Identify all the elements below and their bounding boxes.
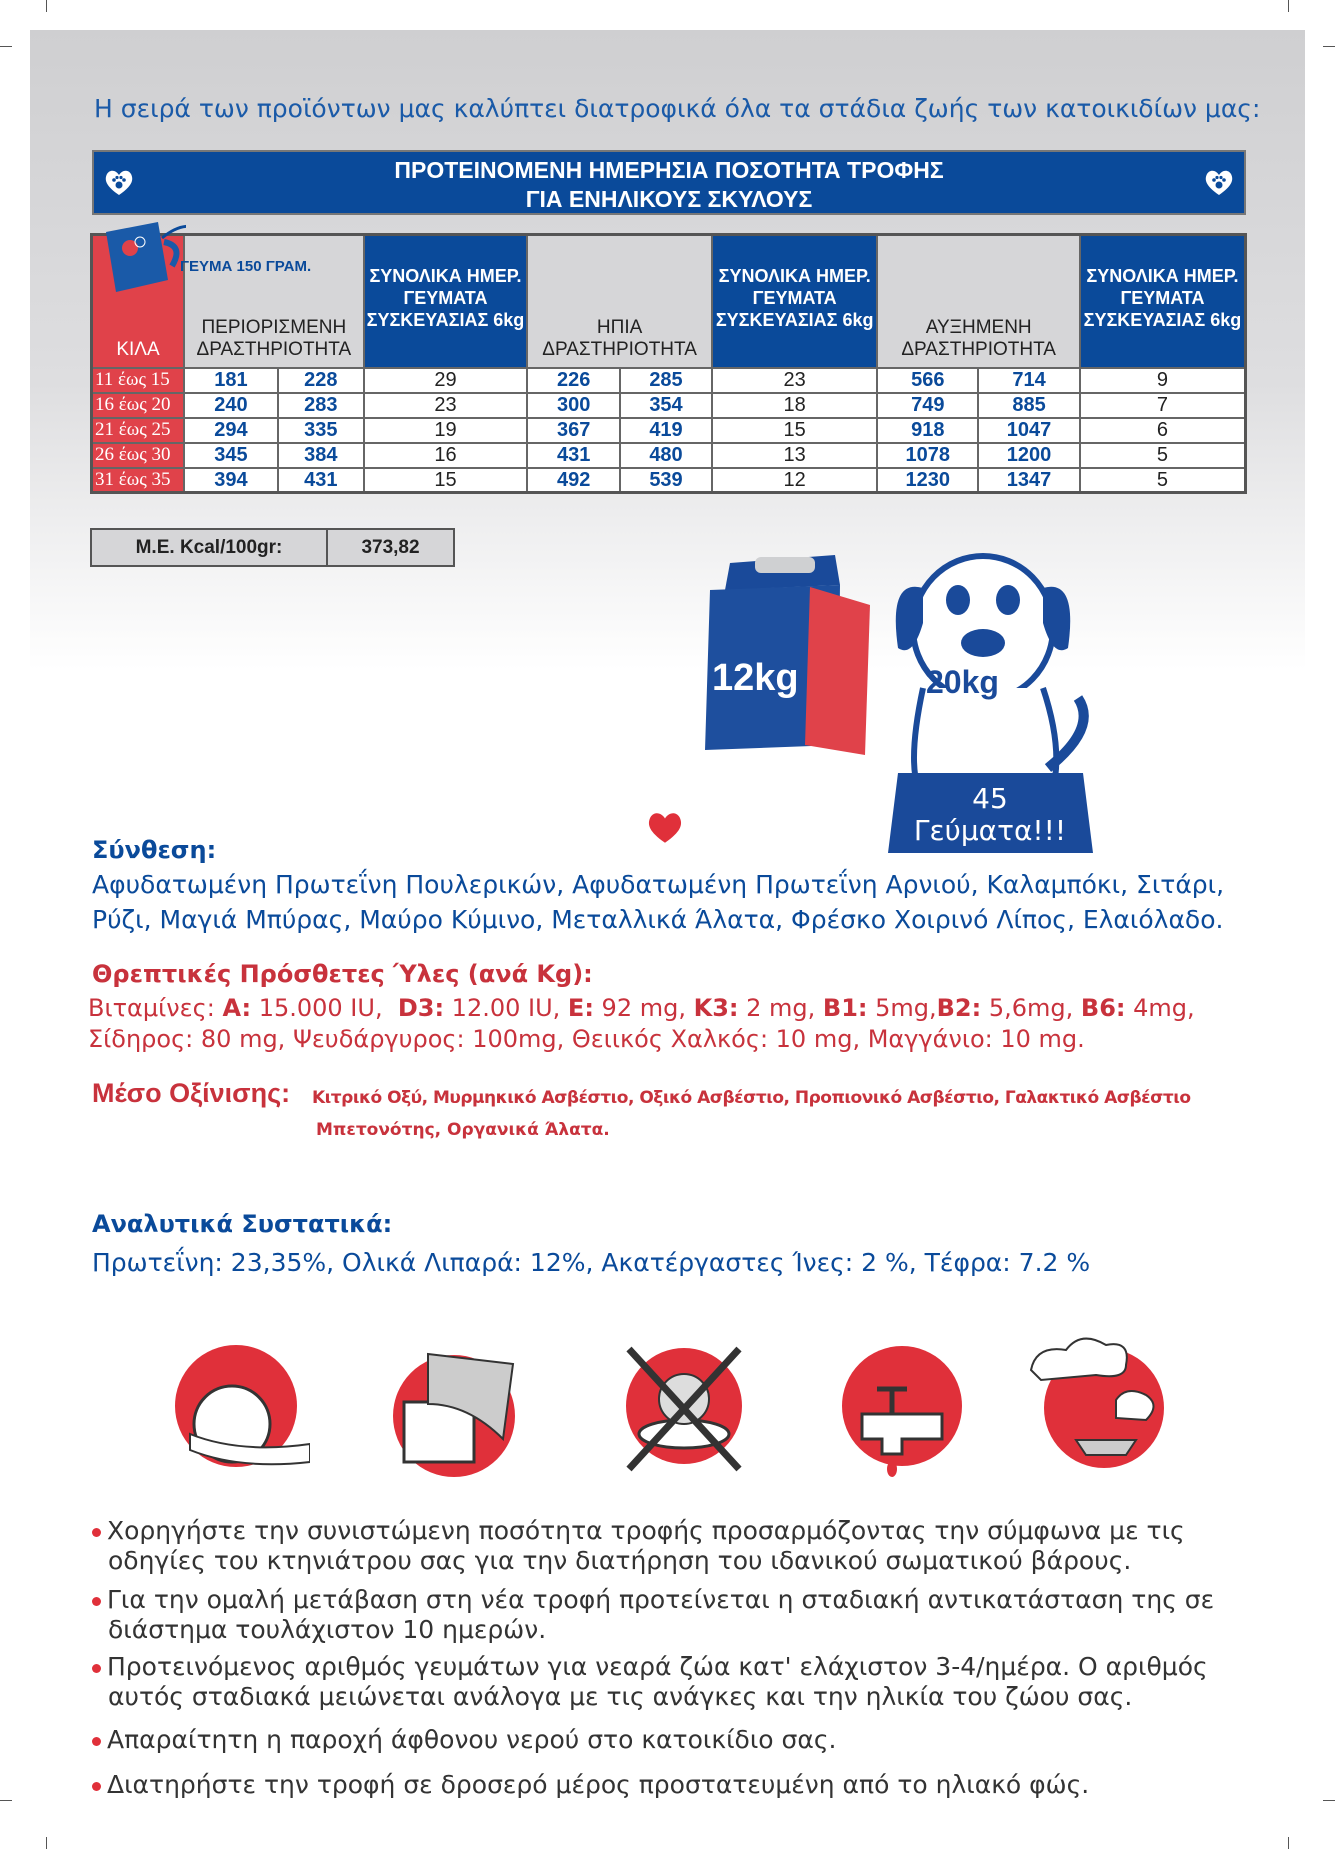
bullet-line: Χορηγήστε την συνιστώμενη ποσότητα τροφής προσαρμόζοντας την σύμφωνα με τις bbox=[107, 1516, 1185, 1545]
crop-mark bbox=[1288, 1837, 1289, 1849]
grams-cell: 431 bbox=[527, 443, 620, 468]
vitamin-key: K3: bbox=[693, 994, 739, 1022]
header-kila: ΚΙΛΑ bbox=[92, 235, 184, 368]
weight-range-cell: 31 έως 35 bbox=[92, 468, 184, 493]
vitamin-value: 4mg, bbox=[1125, 994, 1195, 1022]
grams-cell: 294 bbox=[184, 418, 278, 443]
food-bag-logo-icon bbox=[96, 218, 186, 298]
total-meals-cell: 18 bbox=[712, 393, 878, 418]
cool-dry-storage-icon bbox=[1026, 1330, 1166, 1470]
acidifier-title: Μέσο Οξίνισης: bbox=[92, 1078, 291, 1108]
weight-range-cell: 16 έως 20 bbox=[92, 393, 184, 418]
instruction-bullet bbox=[92, 1652, 1208, 1712]
vitamin-key: B6: bbox=[1080, 994, 1126, 1022]
grams-cell: 226 bbox=[527, 368, 620, 393]
grams-cell: 480 bbox=[620, 443, 712, 468]
grams-cell: 566 bbox=[877, 368, 978, 393]
food-bag-12kg bbox=[700, 545, 875, 760]
paw-heart-icon bbox=[1204, 168, 1234, 196]
total-meals-cell: 5 bbox=[1080, 443, 1246, 468]
composition-line: Ρύζι, Μαγιά Μπύρας, Μαύρο Κύμινο, Μεταλλικά Άλατα, Φρέσκο Χοιρινό Λίπος, Ελαιόλαδο. bbox=[92, 905, 1224, 934]
dog-weight-label: 20kg bbox=[926, 664, 999, 700]
vitamin-value: 12.00 IU, bbox=[444, 994, 568, 1022]
grams-cell: 885 bbox=[978, 393, 1080, 418]
paw-heart-icon bbox=[104, 168, 134, 196]
bullet-line: αυτός σταδιακά μειώνεται ανάλογα με τις ανάγκες και την ηλικία του ζώου σας. bbox=[108, 1682, 1133, 1711]
header-increased-activity: ΑΥΞΗΜΕΝΗ ΔΡΑΣΤΗΡΙΟΤΗΤΑ bbox=[877, 235, 1079, 368]
grams-cell: 1078 bbox=[877, 443, 978, 468]
crop-mark bbox=[1288, 0, 1289, 12]
vitamin-key: B1: bbox=[822, 994, 868, 1022]
crop-mark bbox=[1323, 46, 1335, 47]
composition-line: Αφυδατωμένη Πρωτεΐνη Πουλερικών, Αφυδατωμένη Πρωτεΐνη Αρνιού, Καλαμπόκι, Σιτάρι, bbox=[92, 870, 1225, 899]
bag-weight-label: 12kg bbox=[712, 657, 799, 699]
vitamin-key: A: bbox=[222, 994, 252, 1022]
table-row bbox=[92, 443, 1246, 468]
acidifier-line: Κιτρικό Οξύ, Μυρμηκικό Ασβέστιο, Οξικό Ασβέστιο, Προπιονικό Ασβέστιο, Γαλακτικό Ασβέστιο bbox=[312, 1088, 1191, 1108]
kcal-box bbox=[90, 528, 455, 567]
grams-cell: 367 bbox=[527, 418, 620, 443]
vitamins-line bbox=[88, 991, 1195, 1025]
vitamin-key: B2: bbox=[936, 994, 982, 1022]
measuring-tape-apple-icon bbox=[170, 1344, 310, 1484]
grams-cell: 240 bbox=[184, 393, 278, 418]
bullet-line: διάστημα τουλάχιστον 10 ημερών. bbox=[108, 1615, 547, 1644]
total-meals-cell: 5 bbox=[1080, 468, 1246, 493]
total-meals-cell: 15 bbox=[364, 468, 528, 493]
header-mild-activity: ΗΠΙΑ ΔΡΑΣΤΗΡΙΟΤΗΤΑ bbox=[527, 235, 712, 368]
header-total-meals: ΣΥΝΟΛΙΚΑ ΗΜΕΡ. ΓΕΥΜΑΤΑ ΣΥΣΚΕΥΑΣΙΑΣ 6kg bbox=[364, 235, 528, 368]
grams-cell: 354 bbox=[620, 393, 712, 418]
total-meals-cell: 7 bbox=[1080, 393, 1246, 418]
analytical-text: Πρωτεΐνη: 23,35%, Ολικά Λιπαρά: 12%, Ακατέργαστες Ίνες: 2 %, Τέφρα: 7.2 % bbox=[92, 1248, 1091, 1277]
crop-mark bbox=[1323, 1800, 1335, 1801]
total-meals-cell: 13 bbox=[712, 443, 878, 468]
dog-illustration bbox=[878, 528, 1123, 858]
grams-cell: 228 bbox=[278, 368, 364, 393]
grams-cell: 419 bbox=[620, 418, 712, 443]
meals-count: 45 bbox=[972, 782, 1008, 815]
crop-mark bbox=[46, 1837, 47, 1849]
intro-text: Η σειρά των προϊόντων μας καλύπτει διατροφικά όλα τα στάδια ζωής των κατοικιδίων μας: bbox=[94, 94, 1261, 123]
instruction-bullet bbox=[92, 1770, 1089, 1800]
instruction-bullet bbox=[92, 1516, 1185, 1576]
grams-cell: 749 bbox=[877, 393, 978, 418]
bullet-line: Απαραίτητη η παροχή άφθονου νερού στο κατοικίδιο σας. bbox=[107, 1725, 837, 1754]
total-meals-cell: 15 bbox=[712, 418, 878, 443]
grams-cell: 285 bbox=[620, 368, 712, 393]
total-meals-cell: 19 bbox=[364, 418, 528, 443]
grams-cell: 300 bbox=[527, 393, 620, 418]
kcal-label: M.E. Kcal/100gr: bbox=[92, 530, 328, 565]
grams-cell: 1347 bbox=[978, 468, 1080, 493]
vitamin-value: 2 mg, bbox=[738, 994, 823, 1022]
grams-cell: 714 bbox=[978, 368, 1080, 393]
grams-cell: 345 bbox=[184, 443, 278, 468]
water-tap-icon bbox=[832, 1344, 972, 1484]
additives-title: Θρεπτικές Πρόσθετες Ύλες (ανά Kg): bbox=[92, 960, 593, 988]
grams-cell: 918 bbox=[877, 418, 978, 443]
meal-note: ΓΕΥΜΑ 150 ΓΡΑΜ. bbox=[180, 258, 312, 275]
vitamin-value: 5mg, bbox=[867, 994, 937, 1022]
weight-range-cell: 26 έως 30 bbox=[92, 443, 184, 468]
heart-icon bbox=[646, 810, 684, 844]
grams-cell: 1047 bbox=[978, 418, 1080, 443]
grams-cell: 431 bbox=[278, 468, 364, 493]
vitamin-value: 92 mg, bbox=[593, 994, 694, 1022]
bullet-line: Για την ομαλή μετάβαση στη νέα τροφή προτείνεται η σταδιακή αντικατάσταση της σε bbox=[107, 1585, 1215, 1614]
banner-line2: ΓΙΑ ΕΝΗΛΙΚΟΥΣ ΣΚΥΛΟΥΣ bbox=[525, 186, 813, 212]
grams-cell: 1200 bbox=[978, 443, 1080, 468]
title-banner bbox=[92, 150, 1246, 215]
vitamin-key: Βιταμίνες: bbox=[88, 994, 223, 1022]
grams-cell: 539 bbox=[620, 468, 712, 493]
header-total-meals: ΣΥΝΟΛΙΚΑ ΗΜΕΡ. ΓΕΥΜΑΤΑ ΣΥΣΚΕΥΑΣΙΑΣ 6kg bbox=[712, 235, 878, 368]
no-mixing-food-icon bbox=[614, 1344, 754, 1484]
header-total-meals: ΣΥΝΟΛΙΚΑ ΗΜΕΡ. ΓΕΥΜΑΤΑ ΣΥΣΚΕΥΑΣΙΑΣ 6kg bbox=[1080, 235, 1246, 368]
composition-title: Σύνθεση: bbox=[92, 836, 217, 864]
minerals-line: Σίδηρος: 80 mg, Ψευδάργυρος: 100mg, Θειικός Χαλκός: 10 mg, Μαγγάνιο: 10 mg. bbox=[88, 1025, 1085, 1053]
total-meals-cell: 9 bbox=[1080, 368, 1246, 393]
grams-cell: 1230 bbox=[877, 468, 978, 493]
vitamin-key: E: bbox=[567, 994, 594, 1022]
table-row bbox=[92, 468, 1246, 493]
grams-cell: 335 bbox=[278, 418, 364, 443]
table-row bbox=[92, 418, 1246, 443]
instruction-bullet bbox=[92, 1725, 836, 1755]
total-meals-cell: 29 bbox=[364, 368, 528, 393]
analytical-title: Αναλυτικά Συστατικά: bbox=[92, 1210, 393, 1238]
total-meals-cell: 23 bbox=[364, 393, 528, 418]
acidifier-line: Μπετονότης, Οργανικά Άλατα. bbox=[316, 1120, 610, 1140]
table-row bbox=[92, 368, 1246, 393]
vitamin-key: D3: bbox=[397, 994, 445, 1022]
total-meals-cell: 16 bbox=[364, 443, 528, 468]
grams-cell: 384 bbox=[278, 443, 364, 468]
crop-mark bbox=[0, 1800, 12, 1801]
grams-cell: 181 bbox=[184, 368, 278, 393]
grams-cell: 283 bbox=[278, 393, 364, 418]
crop-mark bbox=[0, 46, 12, 47]
total-meals-cell: 23 bbox=[712, 368, 878, 393]
instruction-bullet bbox=[92, 1585, 1214, 1645]
weight-range-cell: 11 έως 15 bbox=[92, 368, 184, 393]
vitamin-value: 15.000 IU, bbox=[251, 994, 398, 1022]
vitamin-value: 5,6mg, bbox=[981, 994, 1081, 1022]
grams-cell: 492 bbox=[527, 468, 620, 493]
total-meals-cell: 12 bbox=[712, 468, 878, 493]
weight-range-cell: 21 έως 25 bbox=[92, 418, 184, 443]
kcal-value: 373,82 bbox=[361, 536, 420, 558]
bullet-line: Προτεινόμενος αριθμός γευμάτων για νεαρά ζώα κατ' ελάχιστον 3-4/ημέρα. Ο αριθμός bbox=[107, 1652, 1208, 1681]
meals-label: Γεύματα!!! bbox=[913, 814, 1067, 847]
calendar-icon bbox=[388, 1344, 528, 1484]
banner-line1: ΠΡΟΤΕΙΝΟΜΕΝΗ ΗΜΕΡΗΣΙΑ ΠΟΣΟΤΗΤΑ ΤΡΟΦΗΣ bbox=[394, 157, 944, 183]
bullet-line: οδηγίες του κτηνιάτρου σας για την διατήρηση του ιδανικού σωματικού βάρους. bbox=[108, 1546, 1132, 1575]
grams-cell: 394 bbox=[184, 468, 278, 493]
table-row bbox=[92, 393, 1246, 418]
total-meals-cell: 6 bbox=[1080, 418, 1246, 443]
header-limited-activity: ΠΕΡΙΟΡΙΣΜΕΝΗ ΔΡΑΣΤΗΡΙΟΤΗΤΑ bbox=[184, 235, 364, 368]
crop-mark bbox=[46, 0, 47, 12]
bullet-line: Διατηρήστε την τροφή σε δροσερό μέρος προστατευμένη από το ηλιακό φώς. bbox=[107, 1770, 1090, 1799]
